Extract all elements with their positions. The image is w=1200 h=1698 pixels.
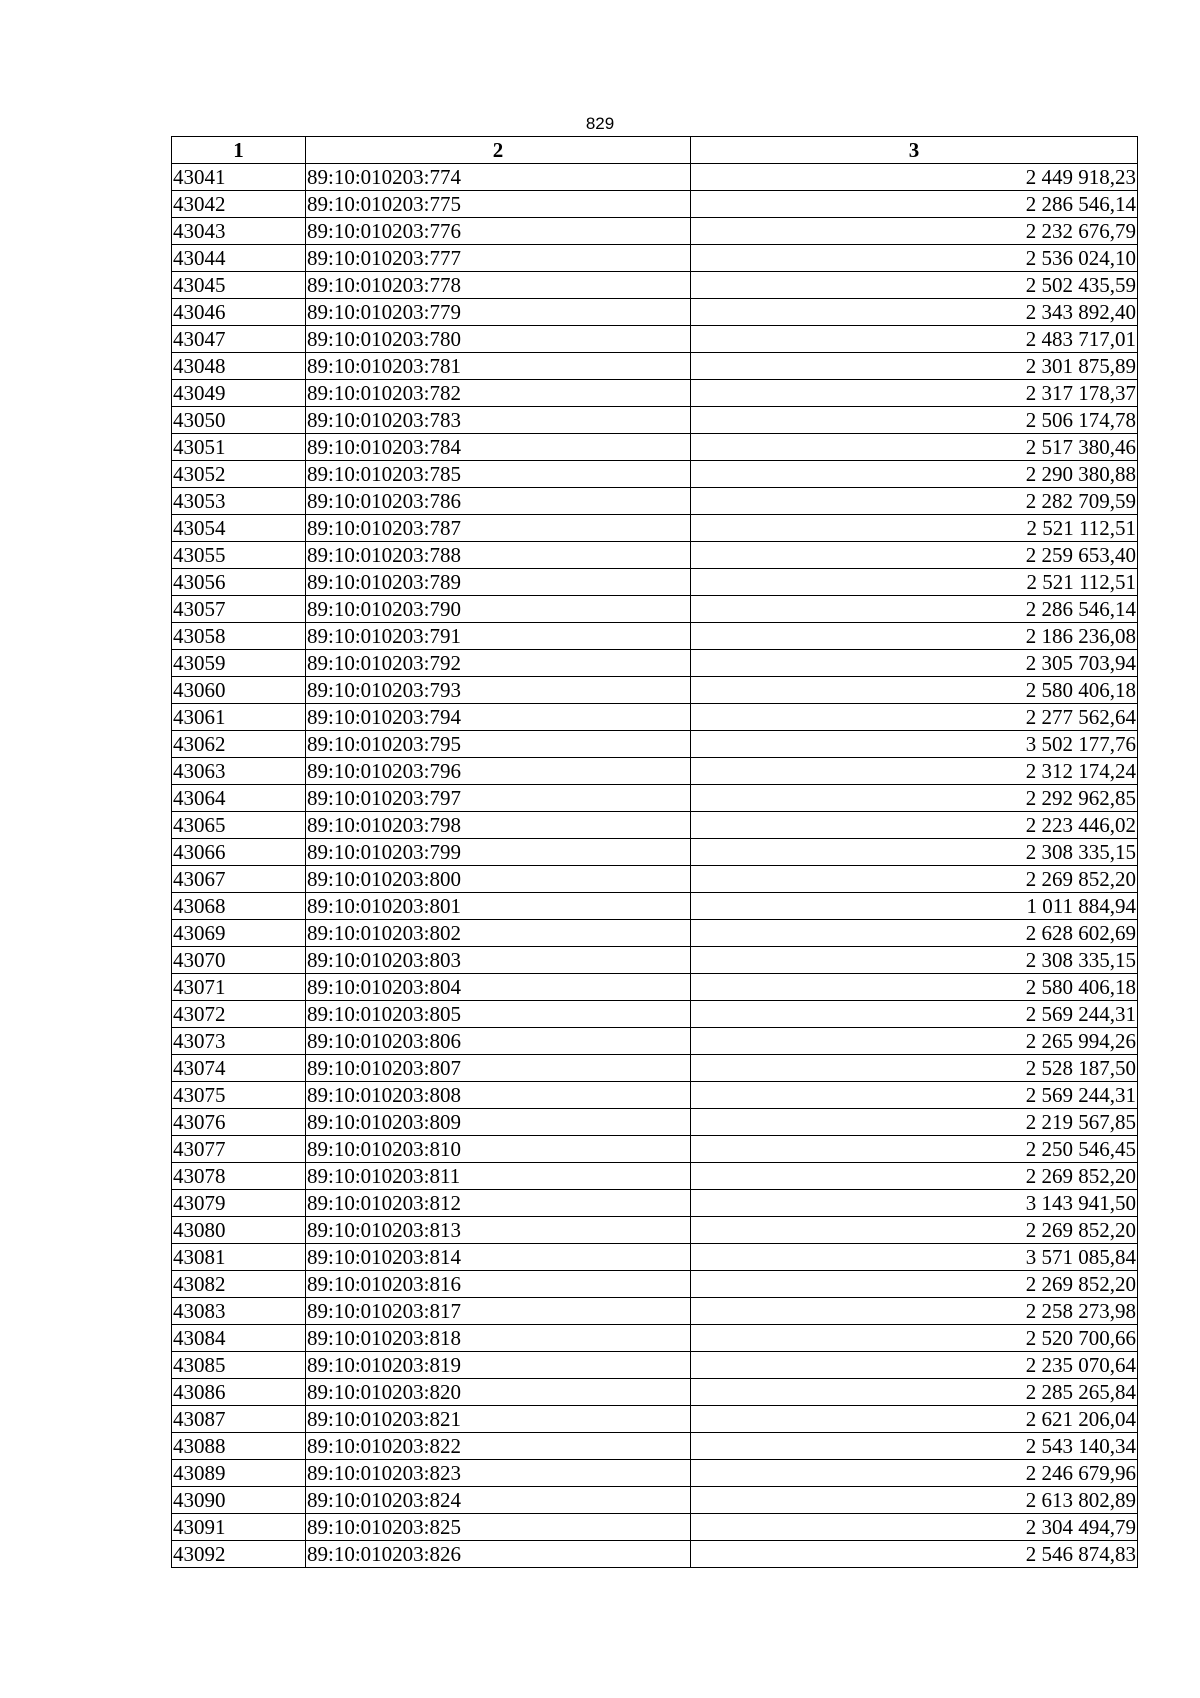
- table-row: [172, 515, 1138, 542]
- cadastral-value-cell: 2 259 653,40: [691, 542, 1138, 569]
- row-number-cell: 43089: [172, 1460, 306, 1487]
- cadastral-value-cell: 2 232 676,79: [691, 218, 1138, 245]
- row-number-cell: 43045: [172, 272, 306, 299]
- cadastral-number-cell: 89:10:010203:812: [306, 1190, 691, 1217]
- table-row: [172, 1055, 1138, 1082]
- cadastral-number-cell: 89:10:010203:826: [306, 1541, 691, 1568]
- cadastral-number-cell: 89:10:010203:797: [306, 785, 691, 812]
- cadastral-number-cell: 89:10:010203:793: [306, 677, 691, 704]
- table-row: [172, 1379, 1138, 1406]
- cadastral-number-cell: 89:10:010203:781: [306, 353, 691, 380]
- row-number-cell: 43088: [172, 1433, 306, 1460]
- table-row: [172, 1190, 1138, 1217]
- table-row: [172, 1460, 1138, 1487]
- cadastral-number-cell: 89:10:010203:801: [306, 893, 691, 920]
- cadastral-value-cell: 2 569 244,31: [691, 1001, 1138, 1028]
- row-number-cell: 43054: [172, 515, 306, 542]
- row-number-cell: 43050: [172, 407, 306, 434]
- cadastral-number-cell: 89:10:010203:814: [306, 1244, 691, 1271]
- cadastral-value-cell: 2 269 852,20: [691, 1271, 1138, 1298]
- cadastral-value-cell: 2 235 070,64: [691, 1352, 1138, 1379]
- cadastral-number-cell: 89:10:010203:813: [306, 1217, 691, 1244]
- row-number-cell: 43043: [172, 218, 306, 245]
- cadastral-value-cell: 2 521 112,51: [691, 515, 1138, 542]
- table-row: [172, 461, 1138, 488]
- table-row: [172, 1163, 1138, 1190]
- row-number-cell: 43046: [172, 299, 306, 326]
- table-row: [172, 569, 1138, 596]
- page-number: 829: [585, 114, 615, 133]
- table-row: [172, 164, 1138, 191]
- cadastral-number-cell: 89:10:010203:816: [306, 1271, 691, 1298]
- cadastral-number-cell: 89:10:010203:820: [306, 1379, 691, 1406]
- row-number-cell: 43042: [172, 191, 306, 218]
- column-header-1: 1: [172, 137, 306, 164]
- cadastral-number-cell: 89:10:010203:779: [306, 299, 691, 326]
- cadastral-number-cell: 89:10:010203:806: [306, 1028, 691, 1055]
- table-row: [172, 758, 1138, 785]
- row-number-cell: 43091: [172, 1514, 306, 1541]
- table-row: [172, 1298, 1138, 1325]
- cadastral-number-cell: 89:10:010203:780: [306, 326, 691, 353]
- cadastral-number-cell: 89:10:010203:789: [306, 569, 691, 596]
- row-number-cell: 43044: [172, 245, 306, 272]
- cadastral-number-cell: 89:10:010203:823: [306, 1460, 691, 1487]
- row-number-cell: 43075: [172, 1082, 306, 1109]
- row-number-cell: 43064: [172, 785, 306, 812]
- cadastral-number-cell: 89:10:010203:825: [306, 1514, 691, 1541]
- cadastral-value-cell: 2 520 700,66: [691, 1325, 1138, 1352]
- row-number-cell: 43047: [172, 326, 306, 353]
- column-header-3: 3: [691, 137, 1138, 164]
- cadastral-number-cell: 89:10:010203:822: [306, 1433, 691, 1460]
- table-row: [172, 245, 1138, 272]
- cadastral-value-cell: 2 269 852,20: [691, 1163, 1138, 1190]
- row-number-cell: 43068: [172, 893, 306, 920]
- row-number-cell: 43048: [172, 353, 306, 380]
- cadastral-number-cell: 89:10:010203:791: [306, 623, 691, 650]
- cadastral-value-cell: 2 621 206,04: [691, 1406, 1138, 1433]
- row-number-cell: 43067: [172, 866, 306, 893]
- column-header-2: 2: [306, 137, 691, 164]
- row-number-cell: 43065: [172, 812, 306, 839]
- row-number-cell: 43053: [172, 488, 306, 515]
- table-row: [172, 920, 1138, 947]
- table-row: [172, 1082, 1138, 1109]
- row-number-cell: 43056: [172, 569, 306, 596]
- cadastral-value-cell: 2 517 380,46: [691, 434, 1138, 461]
- cadastral-number-cell: 89:10:010203:796: [306, 758, 691, 785]
- cadastral-number-cell: 89:10:010203:790: [306, 596, 691, 623]
- table-row: [172, 812, 1138, 839]
- table-row: [172, 542, 1138, 569]
- row-number-cell: 43076: [172, 1109, 306, 1136]
- cadastral-number-cell: 89:10:010203:818: [306, 1325, 691, 1352]
- cadastral-number-cell: 89:10:010203:804: [306, 974, 691, 1001]
- cadastral-value-cell: 3 571 085,84: [691, 1244, 1138, 1271]
- cadastral-number-cell: 89:10:010203:805: [306, 1001, 691, 1028]
- cadastral-number-cell: 89:10:010203:809: [306, 1109, 691, 1136]
- cadastral-number-cell: 89:10:010203:788: [306, 542, 691, 569]
- cadastral-value-cell: 2 317 178,37: [691, 380, 1138, 407]
- cadastral-number-cell: 89:10:010203:803: [306, 947, 691, 974]
- row-number-cell: 43070: [172, 947, 306, 974]
- cadastral-value-cell: 1 011 884,94: [691, 893, 1138, 920]
- table-row: [172, 1433, 1138, 1460]
- row-number-cell: 43061: [172, 704, 306, 731]
- cadastral-number-cell: 89:10:010203:819: [306, 1352, 691, 1379]
- table-row: [172, 1028, 1138, 1055]
- cadastral-value-cell: 2 308 335,15: [691, 947, 1138, 974]
- cadastral-number-cell: 89:10:010203:777: [306, 245, 691, 272]
- table-row: [172, 299, 1138, 326]
- cadastral-value-cell: 2 528 187,50: [691, 1055, 1138, 1082]
- table-row: [172, 326, 1138, 353]
- cadastral-number-cell: 89:10:010203:800: [306, 866, 691, 893]
- row-number-cell: 43086: [172, 1379, 306, 1406]
- cadastral-value-cell: 2 290 380,88: [691, 461, 1138, 488]
- row-number-cell: 43074: [172, 1055, 306, 1082]
- row-number-cell: 43081: [172, 1244, 306, 1271]
- cadastral-number-cell: 89:10:010203:802: [306, 920, 691, 947]
- table-row: [172, 947, 1138, 974]
- cadastral-number-cell: 89:10:010203:811: [306, 1163, 691, 1190]
- cadastral-value-cell: 2 258 273,98: [691, 1298, 1138, 1325]
- row-number-cell: 43060: [172, 677, 306, 704]
- table-row: [172, 866, 1138, 893]
- row-number-cell: 43071: [172, 974, 306, 1001]
- row-number-cell: 43082: [172, 1271, 306, 1298]
- row-number-cell: 43055: [172, 542, 306, 569]
- row-number-cell: 43077: [172, 1136, 306, 1163]
- table-row: [172, 434, 1138, 461]
- cadastral-number-cell: 89:10:010203:785: [306, 461, 691, 488]
- table-row: [172, 272, 1138, 299]
- cadastral-number-cell: 89:10:010203:776: [306, 218, 691, 245]
- cadastral-value-cell: 2 286 546,14: [691, 596, 1138, 623]
- cadastral-number-cell: 89:10:010203:786: [306, 488, 691, 515]
- table-header-row: [172, 137, 1138, 164]
- cadastral-number-cell: 89:10:010203:807: [306, 1055, 691, 1082]
- cadastral-number-cell: 89:10:010203:792: [306, 650, 691, 677]
- table-row: [172, 1001, 1138, 1028]
- row-number-cell: 43078: [172, 1163, 306, 1190]
- cadastral-value-cell: 2 223 446,02: [691, 812, 1138, 839]
- cadastral-value-cell: 2 521 112,51: [691, 569, 1138, 596]
- table-row: [172, 407, 1138, 434]
- row-number-cell: 43087: [172, 1406, 306, 1433]
- cadastral-value-cell: 2 308 335,15: [691, 839, 1138, 866]
- table-row: [172, 596, 1138, 623]
- cadastral-value-cell: 2 305 703,94: [691, 650, 1138, 677]
- cadastral-value-cell: 2 304 494,79: [691, 1514, 1138, 1541]
- row-number-cell: 43051: [172, 434, 306, 461]
- cadastral-number-cell: 89:10:010203:774: [306, 164, 691, 191]
- row-number-cell: 43079: [172, 1190, 306, 1217]
- cadastral-value-cell: 2 502 435,59: [691, 272, 1138, 299]
- table-row: [172, 731, 1138, 758]
- cadastral-value-cell: 2 285 265,84: [691, 1379, 1138, 1406]
- cadastral-value-table: [171, 136, 1138, 1568]
- table-row: [172, 623, 1138, 650]
- cadastral-value-cell: 2 250 546,45: [691, 1136, 1138, 1163]
- table-row: [172, 1352, 1138, 1379]
- row-number-cell: 43092: [172, 1541, 306, 1568]
- table-body: [172, 164, 1138, 1568]
- cadastral-number-cell: 89:10:010203:810: [306, 1136, 691, 1163]
- cadastral-value-cell: 2 292 962,85: [691, 785, 1138, 812]
- cadastral-value-cell: 2 269 852,20: [691, 866, 1138, 893]
- cadastral-value-cell: 2 265 994,26: [691, 1028, 1138, 1055]
- cadastral-number-cell: 89:10:010203:782: [306, 380, 691, 407]
- cadastral-value-cell: 3 143 941,50: [691, 1190, 1138, 1217]
- table-row: [172, 218, 1138, 245]
- cadastral-value-cell: 2 506 174,78: [691, 407, 1138, 434]
- cadastral-number-cell: 89:10:010203:798: [306, 812, 691, 839]
- cadastral-value-cell: 2 569 244,31: [691, 1082, 1138, 1109]
- row-number-cell: 43090: [172, 1487, 306, 1514]
- table-row: [172, 677, 1138, 704]
- row-number-cell: 43084: [172, 1325, 306, 1352]
- cadastral-value-cell: 3 502 177,76: [691, 731, 1138, 758]
- cadastral-value-cell: 2 312 174,24: [691, 758, 1138, 785]
- cadastral-value-cell: 2 580 406,18: [691, 974, 1138, 1001]
- cadastral-value-cell: 2 628 602,69: [691, 920, 1138, 947]
- row-number-cell: 43085: [172, 1352, 306, 1379]
- row-number-cell: 43057: [172, 596, 306, 623]
- table-row: [172, 785, 1138, 812]
- row-number-cell: 43059: [172, 650, 306, 677]
- cadastral-value-cell: 2 543 140,34: [691, 1433, 1138, 1460]
- row-number-cell: 43073: [172, 1028, 306, 1055]
- cadastral-number-cell: 89:10:010203:821: [306, 1406, 691, 1433]
- cadastral-value-cell: 2 269 852,20: [691, 1217, 1138, 1244]
- table-row: [172, 650, 1138, 677]
- row-number-cell: 43083: [172, 1298, 306, 1325]
- cadastral-number-cell: 89:10:010203:799: [306, 839, 691, 866]
- cadastral-value-cell: 2 483 717,01: [691, 326, 1138, 353]
- cadastral-value-cell: 2 219 567,85: [691, 1109, 1138, 1136]
- cadastral-number-cell: 89:10:010203:794: [306, 704, 691, 731]
- table-row: [172, 1514, 1138, 1541]
- cadastral-number-cell: 89:10:010203:808: [306, 1082, 691, 1109]
- row-number-cell: 43058: [172, 623, 306, 650]
- cadastral-value-cell: 2 186 236,08: [691, 623, 1138, 650]
- cadastral-value-cell: 2 301 875,89: [691, 353, 1138, 380]
- table-row: [172, 1487, 1138, 1514]
- cadastral-value-cell: 2 546 874,83: [691, 1541, 1138, 1568]
- row-number-cell: 43049: [172, 380, 306, 407]
- table-row: [172, 1244, 1138, 1271]
- table-row: [172, 488, 1138, 515]
- cadastral-value-cell: 2 536 024,10: [691, 245, 1138, 272]
- cadastral-number-cell: 89:10:010203:824: [306, 1487, 691, 1514]
- row-number-cell: 43066: [172, 839, 306, 866]
- table-row: [172, 704, 1138, 731]
- table-row: [172, 1109, 1138, 1136]
- row-number-cell: 43063: [172, 758, 306, 785]
- row-number-cell: 43052: [172, 461, 306, 488]
- cadastral-number-cell: 89:10:010203:784: [306, 434, 691, 461]
- table-row: [172, 353, 1138, 380]
- cadastral-number-cell: 89:10:010203:783: [306, 407, 691, 434]
- row-number-cell: 43069: [172, 920, 306, 947]
- cadastral-value-cell: 2 580 406,18: [691, 677, 1138, 704]
- cadastral-value-cell: 2 246 679,96: [691, 1460, 1138, 1487]
- cadastral-number-cell: 89:10:010203:817: [306, 1298, 691, 1325]
- table-row: [172, 1541, 1138, 1568]
- cadastral-value-cell: 2 449 918,23: [691, 164, 1138, 191]
- row-number-cell: 43062: [172, 731, 306, 758]
- table-row: [172, 839, 1138, 866]
- row-number-cell: 43072: [172, 1001, 306, 1028]
- table-row: [172, 893, 1138, 920]
- table-row: [172, 1271, 1138, 1298]
- table-row: [172, 1406, 1138, 1433]
- cadastral-number-cell: 89:10:010203:795: [306, 731, 691, 758]
- table-row: [172, 974, 1138, 1001]
- cadastral-value-cell: 2 282 709,59: [691, 488, 1138, 515]
- cadastral-value-cell: 2 343 892,40: [691, 299, 1138, 326]
- table-row: [172, 191, 1138, 218]
- cadastral-number-cell: 89:10:010203:775: [306, 191, 691, 218]
- table-row: [172, 1325, 1138, 1352]
- row-number-cell: 43080: [172, 1217, 306, 1244]
- cadastral-value-cell: 2 613 802,89: [691, 1487, 1138, 1514]
- table-row: [172, 380, 1138, 407]
- cadastral-number-cell: 89:10:010203:778: [306, 272, 691, 299]
- table-row: [172, 1217, 1138, 1244]
- cadastral-number-cell: 89:10:010203:787: [306, 515, 691, 542]
- cadastral-value-cell: 2 277 562,64: [691, 704, 1138, 731]
- table-row: [172, 1136, 1138, 1163]
- cadastral-value-cell: 2 286 546,14: [691, 191, 1138, 218]
- row-number-cell: 43041: [172, 164, 306, 191]
